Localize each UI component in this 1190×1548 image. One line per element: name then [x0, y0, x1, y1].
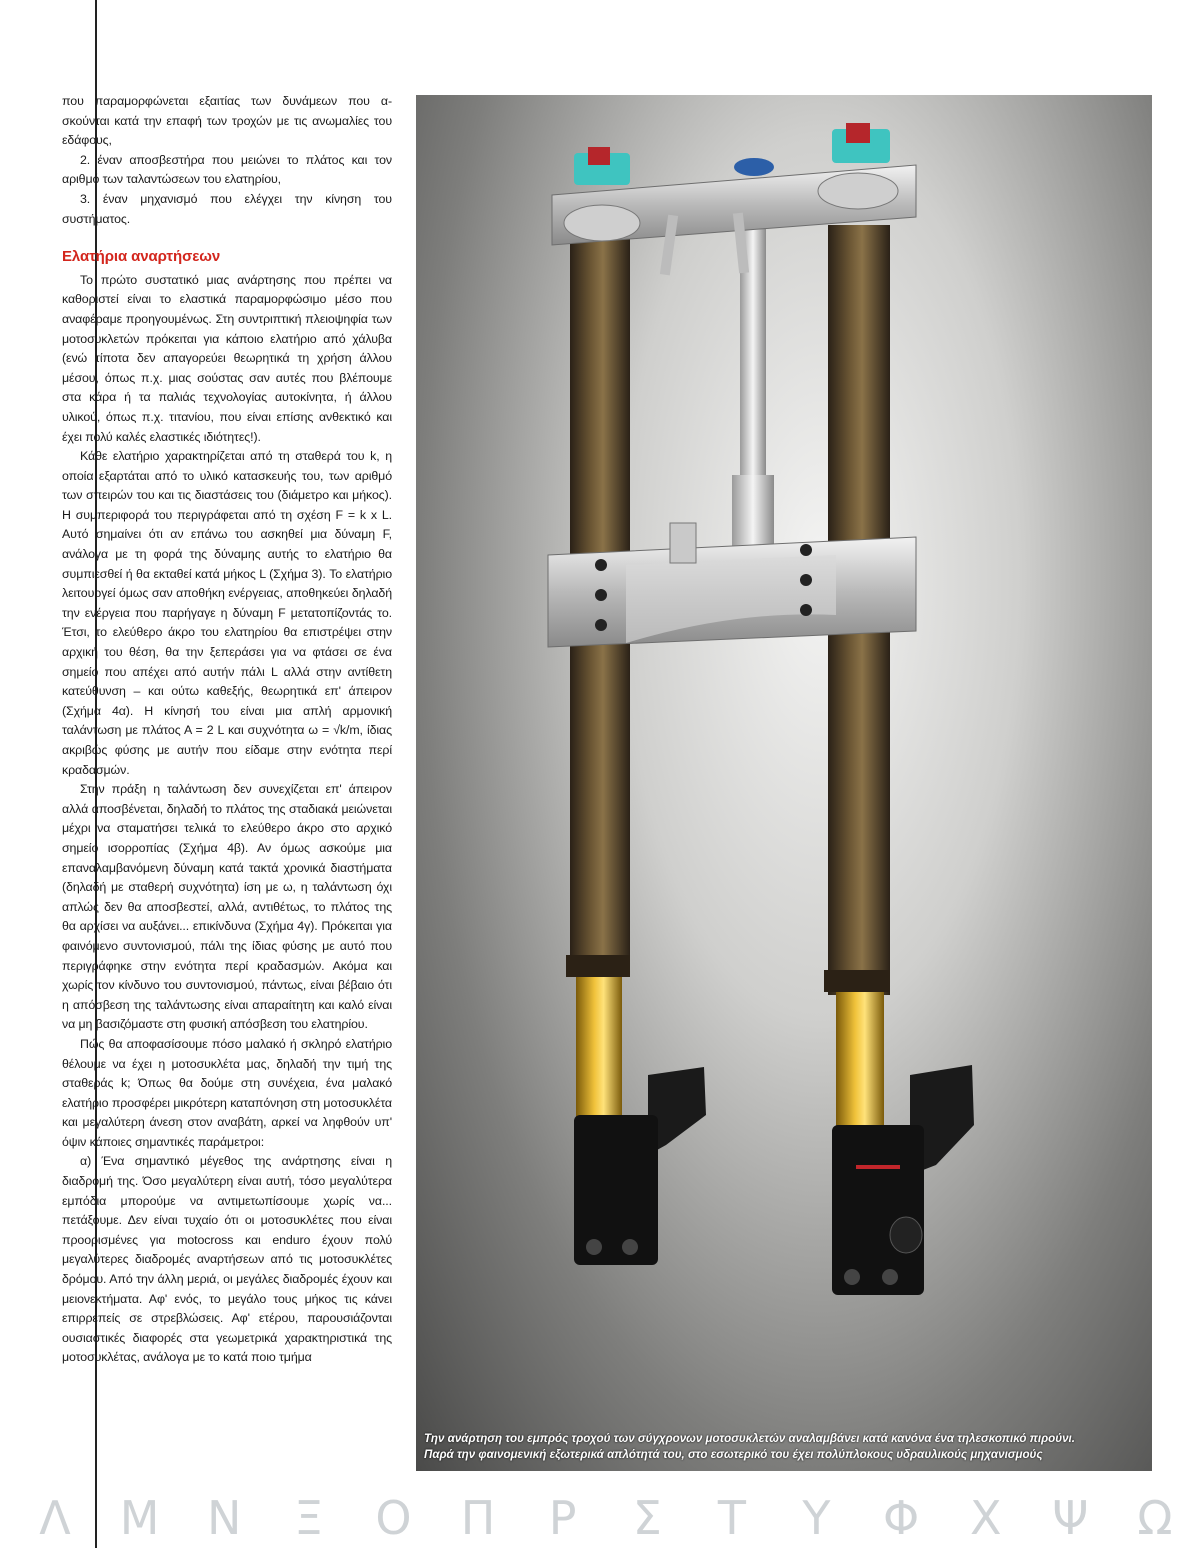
photo-caption — [424, 1431, 1144, 1463]
left-gold-slider — [576, 975, 622, 1120]
footer-letter: Ο — [375, 1491, 412, 1545]
paragraph: α) Ένα σημαντικό μέγεθος της ανάρτησης είναι η διαδρομή της. Όσο μεγαλύτερη είναι αυτή, τόσο μεγαλύτερα εμπόδια μπορούμε να αντιμετωπίσουμε χωρίς να... πετάξουμε. Δεν είναι τυχαίο ότι οι μοτοσυκλέτες που είναι προορισμένες για motocross και enduro έχουν πολύ μεγαλύτερες διαδρομές αναρτήσεων από τις μοτοσυκλέτες δρόμου. Από την άλλη μεριά, οι μεγάλες διαδρομές έχουν και μειονεκτήματα. Αφ' ενός, το μεγάλο τους μήκος τις κάνει επιρρεπείς σε στρεβλώσεις. Αφ' ετέρου, παρουσιάζονται ουσιαστικές διαφορές στα γεωμετρικά χαρακτηριστικά της μοτοσυκλέτας, ανάλογα με το κατά ποιο τμήμα — [62, 1154, 392, 1365]
footer-letter: Π — [460, 1491, 496, 1545]
footer-letter: Ω — [1137, 1491, 1173, 1545]
footer-letter: Φ — [882, 1491, 920, 1545]
left-fork-foot — [574, 1115, 658, 1265]
paragraph: 3. έναν μηχανισμό που ελέγχει την κίνηση του συστήματος. — [62, 191, 392, 226]
footer-letter: Χ — [969, 1491, 1002, 1545]
telescopic-fork-illustration — [416, 95, 1152, 1471]
paragraph: Πώς θα αποφασίσουμε πόσο μαλακό ή σκληρό ελατήριο θέλουμε να έχει η μοτοσυκλέτα μας, δηλαδή την τιμή της σταθεράς k; Όπως θα δούμε στη συνέχεια, ένα μαλακό ελατήριο προσφέρει μικρότερη καταπόνηση στη μοτοσυκλέτα και μεγαλύτερη άνεση στον αναβάτη, αρκεί να ληφθούν υπ' όψιν κάποιες σημαντικές παράμετροι: — [62, 1036, 392, 1149]
article-text-column — [62, 92, 392, 1368]
footer-letter: Σ — [632, 1491, 662, 1545]
section-heading: Ελατήρια αναρτήσεων — [62, 248, 221, 266]
paragraph: Στην πράξη η ταλάντωση δεν συνεχίζεται επ' άπειρον αλλά αποσβένεται, δηλαδή το πλάτος της σταδιακά μειώνεται μέχρι να σταματήσει τελικά το ελεύθερο άκρο στο αρχικό σημείο ισορροπίας (Σχήμα 4β). Αν όμως ασκούμε μια επαναλαμβανόμενη δύναμη κατά τακτά χρονικά διαστήματα (δηλαδή με σταθερή συχνότητα) ίση με ω, η ταλάντωση όχι απλώς δεν θα αποσβεστεί, αλλά, αντιθέτως, το πλάτος της θα αρχίσει να αυξάνει... επικίνδυνα (Σχήμα 4γ). Πρόκειται για φαινόμενο συντονισμού, πάλι της ίδιας φύσης με αυτό που περιγράφηκε στην ενότητα περί κραδασμών. Ακόμα και χωρίς τον κίνδυνο του συντονισμού, πάντως, είναι βέβαιο ότι η απόσβεση της ταλάντωσης είναι απαραίτητη και καλό είναι να μη βασιζόμαστε στη φυσική απόσβεση του ελατηρίου. — [62, 782, 392, 1032]
footer-letter: Ψ — [1052, 1491, 1089, 1545]
right-gold-slider — [836, 990, 884, 1130]
caption-line-1: Την ανάρτηση του εμπρός τροχού των σύγχρονων μοτοσυκλετών αναλαμβάνει κατά κανόνα ένα τηλεσκοπικό πιρούνι. — [424, 1432, 1075, 1445]
paragraph: Κάθε ελατήριο χαρακτηρίζεται από τη σταθερά του k, η οποία εξαρτάται από το υλικό κατασκευής του, των αριθμό των σπειρών του και τις διαστάσεις του (διάμετρο και μήκος). Η συμπεριφορά του περιγράφεται από τη σχέση F = k x L. Αυτό σημαίνει ότι αν επάνω του ασκηθεί μια δύναμη F, ανάλογα με τη φορά της δύναμης αυτής το ελατήριο θα συμπιεσθεί ή θα εκταθεί κατά μήκος L (Σχήμα 3). Το ελατήριο λειτουργεί όμως σαν αποθήκη ενέργειας, αποθηκεύει δηλαδή την ενέργεια που παρήγαγε η δύναμη F μετατοπίζοντάς το. Έτσι, το ελεύθερο άκρο του ελατηρίου θα επιστρέψει στην αρχική του θέση, θα την ξεπεράσει για να φτάσει σε ένα σημείο που απέχει από αυτήν πάλι L αλλά στην αντίθετη κατεύθυνση – και ούτω καθεξής, θεωρητικά επ' άπειρον (Σχήμα 4α). Η κίνησή του είναι μια απλή αρμονική ταλάντωση με πλάτος Α = 2 L και συχνότητα ω = √k/m, ίδιας ακριβώς φύσης με αυτήν που είδαμε στην ενότητα περί κραδασμών. — [62, 449, 392, 777]
footer-letter: Λ — [39, 1491, 71, 1545]
footer-letter: Μ — [119, 1491, 160, 1545]
footer-letter: Υ — [802, 1491, 831, 1545]
paragraph: που παραμορφώνεται εξαιτίας των δυνάμεων που α-σκούνται κατά την επαφή των τροχών με τις ανωμαλίες του εδάφους, — [62, 94, 392, 148]
paragraph: 2. έναν αποσβεστήρα που μειώνει το πλάτος και τον αριθμό των ταλαντώσεων του ελατηρίου, — [62, 152, 392, 187]
footer-letter: Τ — [717, 1491, 746, 1545]
greek-alphabet-footer — [20, 1490, 1190, 1546]
caption-line-2: Παρά την φαινομενική εξωτερικά απλότητά του, στο εσωτερικό του έχει πολύπλοκους υδραυλικούς μηχανισμούς — [424, 1448, 1043, 1461]
footer-letter: Ν — [207, 1491, 242, 1545]
right-fork-foot — [832, 1125, 924, 1295]
fork-photo — [416, 95, 1152, 1471]
footer-letter: Ξ — [294, 1491, 324, 1545]
paragraph: Το πρώτο συστατικό μιας ανάρτησης που πρέπει να καθοριστεί είναι το ελαστικά παραμορφώσιμο μέσο που αναφέραμε προηγουμένως. Στη συντριπτική πλειοψηφία των μοτοσυκλετών πρόκειται για κάποιο ελατήριο από χάλυβα (ενώ τίποτα δεν απαγορεύει θεωρητικά τη χρήση άλλου μέσου, όπως π.χ. μιας σούστας σαν αυτές που βλέπουμε στα κάρα ή τα παλιάς τεχνολογίας αυτοκίνητα, ή άλλου υλικού, όπως π.χ. τιτανίου, που είναι επίσης ανθεκτικό και έχει πολύ καλές ελαστικές ιδιότητες!). — [62, 272, 392, 444]
footer-letter: Ρ — [548, 1491, 577, 1545]
stem-nut — [734, 158, 774, 176]
